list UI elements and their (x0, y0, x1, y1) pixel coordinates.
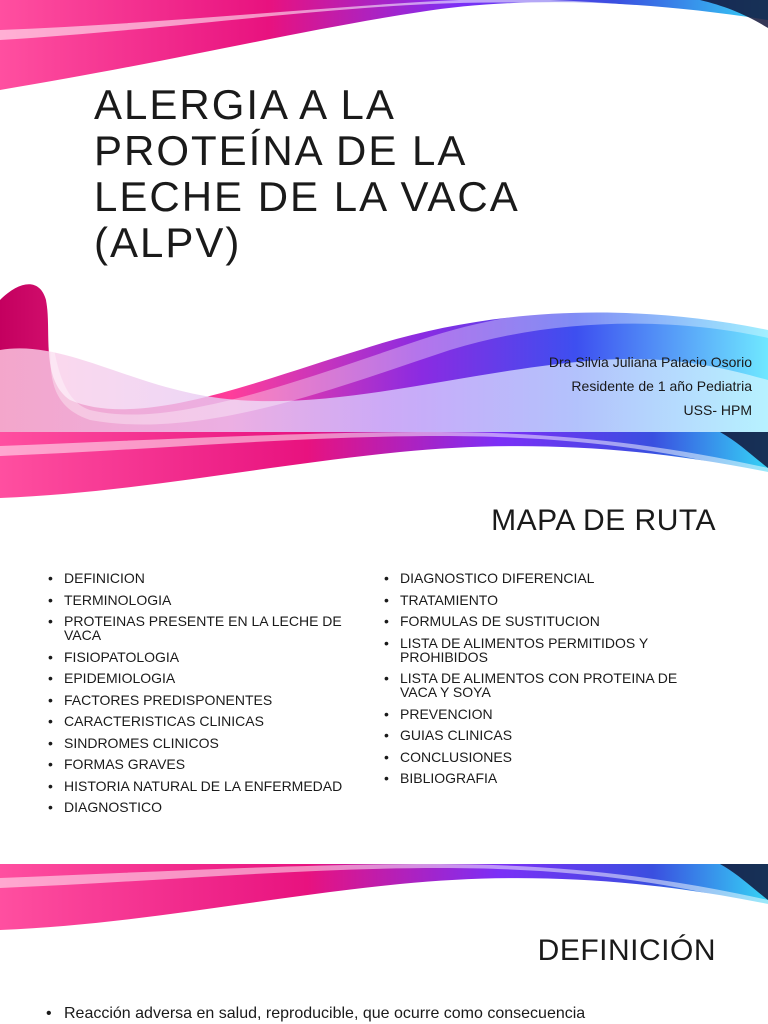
list-item: • TRATAMIENTO (382, 593, 712, 607)
list-item: • BIBLIOGRAFIA (382, 771, 712, 785)
list-item: • FISIOPATOLOGIA (46, 650, 366, 664)
ribbon-decoration (0, 432, 768, 512)
list-item: • PROTEINAS PRESENTE EN LA LECHE DE VACA (46, 614, 366, 642)
list-item: • DIAGNOSTICO (46, 800, 366, 814)
list-item: • SINDROMES CLINICOS (46, 736, 366, 750)
list-item: • TERMINOLOGIA (46, 593, 366, 607)
ribbon-decoration (0, 864, 768, 944)
list-item: • FACTORES PREDISPONENTES (46, 693, 366, 707)
list-item: • HISTORIA NATURAL DE LA ENFERMEDAD (46, 779, 366, 793)
list-item: • FORMAS GRAVES (46, 757, 366, 771)
list-item: • DIAGNOSTICO DIFERENCIAL (382, 571, 712, 585)
roadmap-list-right (382, 571, 712, 793)
list-item: • CONCLUSIONES (382, 750, 712, 764)
list-item: • LISTA DE ALIMENTOS PERMITIDOS Y PROHIBIDOS (382, 636, 712, 664)
author-info (549, 350, 752, 422)
section-title: DEFINICIÓN (537, 934, 716, 967)
list-item: • LISTA DE ALIMENTOS CON PROTEINA DE VACA Y SOYA (382, 671, 712, 699)
author-name: Dra Silvia Juliana Palacio Osorio (548, 354, 752, 370)
author-role: Residente de 1 año Pediatria (571, 378, 752, 394)
roadmap-slide (0, 432, 768, 864)
list-item: • DEFINICION (46, 571, 366, 585)
list-item: • PREVENCION (382, 707, 712, 721)
list-item: • EPIDEMIOLOGIA (46, 671, 366, 685)
section-title: MAPA DE RUTA (491, 504, 716, 537)
list-item: • GUIAS CLINICAS (382, 728, 712, 742)
definition-text: Reacción adversa en salud, reproducible, que ocurre como consecuencia (64, 1005, 586, 1022)
roadmap-list-left (46, 571, 366, 822)
list-item: • CARACTERISTICAS CLINICAS (46, 714, 366, 728)
definition-bullet (46, 1004, 746, 1024)
author-institution: USS- HPM (683, 402, 752, 418)
list-item: • FORMULAS DE SUSTITUCION (382, 614, 712, 628)
presentation-title: ALERGIA A LA PROTEÍNA DE LA LECHE DE LA VACA (ALPV) (94, 81, 518, 266)
title-slide (0, 0, 768, 432)
definition-slide (0, 864, 768, 1024)
